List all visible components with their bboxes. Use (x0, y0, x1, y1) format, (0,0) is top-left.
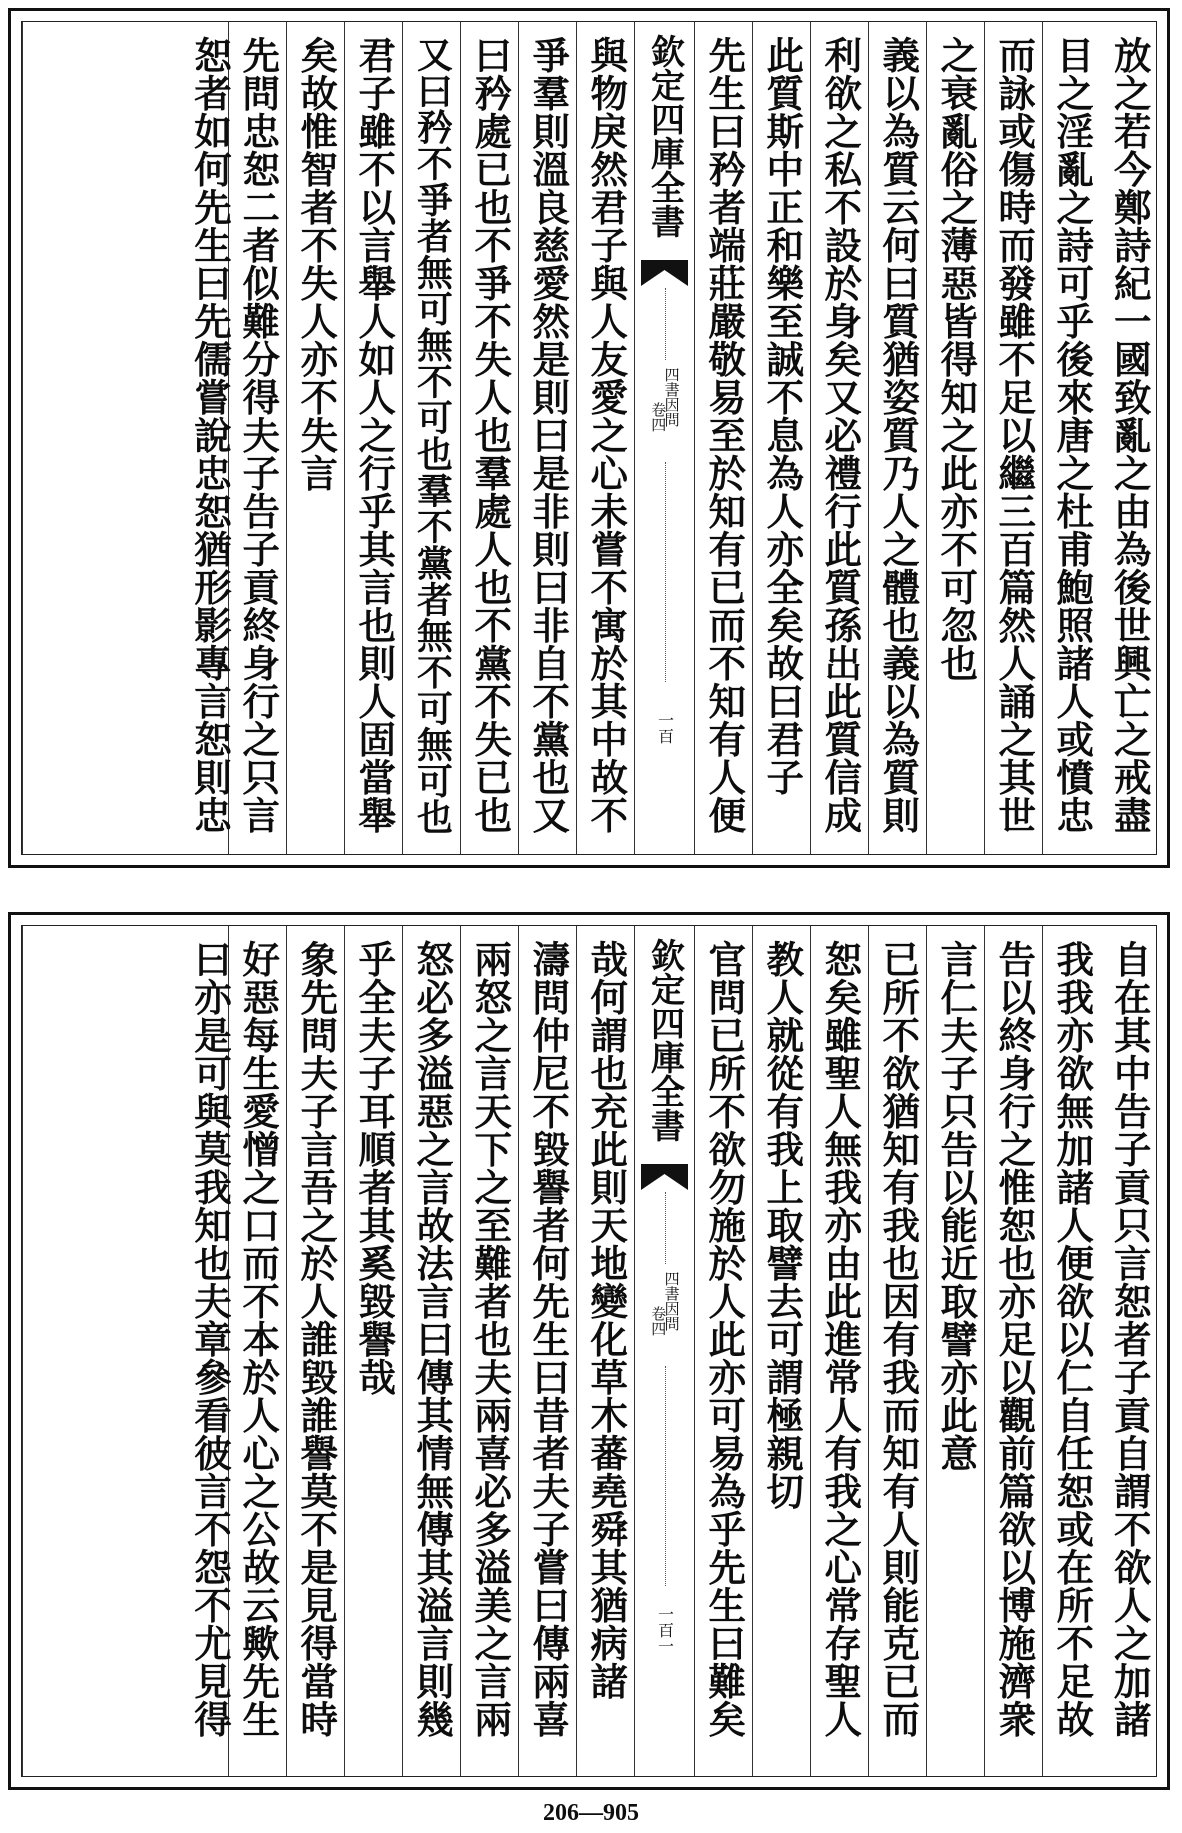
column-text: 利欲之私不設於身矣又必禮行此質孫出此質信成 (818, 36, 863, 834)
text-column (1042, 22, 1100, 854)
center-fold-column (634, 22, 694, 854)
text-column (810, 22, 868, 854)
column-text: 已所不欲猶知有我也因有我而知有人則能克已而 (876, 940, 921, 1738)
column-text: 放之若今鄭詩紀一國致亂之由為後世興亡之戒盡 (1107, 36, 1152, 834)
column-text: 哉何謂也充此則天地變化草木蕃堯舜其猶病諸 (584, 940, 629, 1700)
text-column (344, 22, 402, 854)
collection-title: 欽定四庫全書 (644, 938, 685, 1142)
column-text: 又曰矜不爭者無可無不可也羣不黨者無不可無可也 (411, 36, 454, 836)
book-title: 四書因問 (662, 367, 681, 427)
fold-dotted-line (665, 288, 666, 360)
text-column (810, 926, 868, 1776)
page-number: 206—905 (543, 1800, 639, 1826)
lower-page-panel (8, 912, 1170, 1790)
folio-number: 一百一 (655, 1606, 675, 1654)
text-column (518, 22, 576, 854)
column-text: 之衰亂俗之薄惡皆得知之此亦不可忽也 (934, 36, 979, 682)
fishtail-mark-icon (641, 1164, 688, 1190)
column-text: 先生曰矜者端莊嚴敬易至於知有已而不知有人便 (702, 36, 747, 834)
column-text: 曰矜處已也不爭不失人也羣處人也不黨不失已也 (468, 36, 513, 834)
text-column (752, 22, 810, 854)
column-text: 我我亦欲無加諸人便欲以仁自任恕或在所不足故 (1050, 940, 1095, 1738)
lower-page-frame (21, 925, 1157, 1777)
text-column (926, 22, 984, 854)
center-fold-column (634, 926, 694, 1776)
column-text: 告以終身行之惟恕也亦足以觀前篇欲以博施濟衆 (992, 940, 1037, 1738)
column-text: 自在其中告子貢只言恕者子貢自謂不欲人之加諸 (1107, 940, 1152, 1738)
column-text: 君子雖不以言舉人如人之行乎其言也則人固當舉 (352, 36, 397, 834)
column-text: 言仁夫子只告以能近取譬亦此意 (934, 940, 979, 1472)
text-column (286, 926, 344, 1776)
column-text: 矣故惟智者不失人亦不失言 (294, 36, 339, 492)
text-column (1100, 22, 1158, 854)
volume-number: 卷四 (649, 1306, 668, 1336)
column-text: 與物戾然君子與人友愛之心未嘗不寓於其中故不 (584, 36, 629, 834)
text-column (286, 22, 344, 854)
upper-page-panel (8, 8, 1170, 868)
text-column (868, 926, 926, 1776)
column-text: 恕矣雖聖人無我亦由此進常人有我之心常存聖人 (818, 940, 863, 1738)
text-column (868, 22, 926, 854)
column-text: 而詠或傷時而發雖不足以繼三百篇然人誦之其世 (992, 36, 1037, 834)
text-column (694, 926, 752, 1776)
text-column (22, 22, 232, 854)
column-text: 恕者如何先生曰先儒嘗說忠恕猶形影專言恕則忠 (188, 36, 232, 834)
text-column (926, 926, 984, 1776)
column-text: 濤問仲尼不毀譽者何先生曰昔者夫子嘗曰傳兩喜 (526, 940, 571, 1738)
text-column (576, 926, 634, 1776)
text-column (1042, 926, 1100, 1776)
column-text: 此質斯中正和樂至誠不息為人亦全矣故曰君子 (760, 36, 805, 796)
text-column (984, 926, 1042, 1776)
volume-number: 卷四 (649, 402, 668, 432)
fold-dotted-line (665, 1192, 666, 1264)
column-text: 象先問夫子言吾之於人誰毀誰譽莫不是見得當時 (294, 940, 339, 1738)
text-column (694, 22, 752, 854)
upper-page-frame (21, 21, 1157, 855)
column-text: 曰亦是可與莫我知也夫章參看彼言不怨不尤見得 (188, 940, 232, 1738)
column-text: 教人就從有我上取譬去可謂極親切 (760, 940, 805, 1510)
column-text: 兩怒之言天下之至難者也夫兩喜必多溢美之言兩 (468, 940, 513, 1738)
fold-dotted-line (665, 1366, 666, 1586)
column-text: 先問忠恕二者似難分得夫子告子貢終身行之只言 (236, 36, 281, 834)
fishtail-mark-icon (641, 260, 688, 286)
column-text: 爭羣則溫良慈愛然是則曰是非則曰非自不黨也又 (526, 36, 571, 834)
column-text: 好惡每生愛憎之口而不本於人心之公故云歟先生 (236, 940, 281, 1738)
folio-number: 一百 (655, 712, 675, 744)
text-column (576, 22, 634, 854)
text-column (518, 926, 576, 1776)
text-column (344, 926, 402, 1776)
column-text: 官問已所不欲勿施於人此亦可易為乎先生曰難矣 (702, 940, 747, 1738)
text-column (22, 926, 232, 1776)
text-column (460, 926, 518, 1776)
text-column (402, 22, 460, 854)
column-text: 乎全夫子耳順者其奚毀譽哉 (352, 940, 397, 1396)
text-column (228, 926, 286, 1776)
column-text: 目之淫亂之詩可乎後來唐之杜甫鮑照諸人或憤忠 (1050, 36, 1095, 834)
book-title: 四書因問 (662, 1271, 681, 1331)
text-column (402, 926, 460, 1776)
text-column (1100, 926, 1158, 1776)
column-text: 義以為質云何曰質猶姿質乃人之體也義以為質則 (876, 36, 921, 834)
text-column (984, 22, 1042, 854)
column-text: 怒必多溢惡之言故法言曰傳其情無傳其溢言則幾 (410, 940, 455, 1738)
collection-title: 欽定四庫全書 (644, 34, 685, 238)
fold-dotted-line (665, 462, 666, 682)
text-column (460, 22, 518, 854)
text-column (228, 22, 286, 854)
text-column (752, 926, 810, 1776)
